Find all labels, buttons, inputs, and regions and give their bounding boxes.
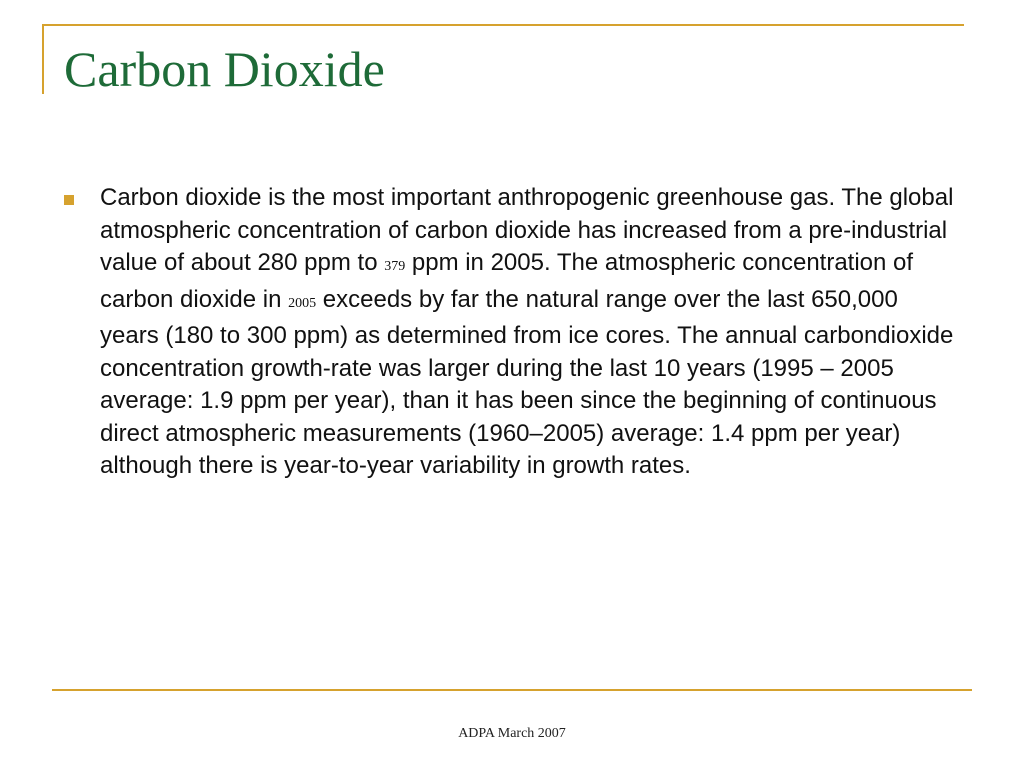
square-bullet-icon — [64, 195, 74, 205]
bullet-text — [100, 182, 960, 483]
year-inline: 2005 — [288, 295, 317, 311]
bullet-text-part-3: exceeds by far the natural range over the last 650,000 years (180 to 300 ppm) as determined from ice cores. The annual carbondioxide concentration growth-rate was larger during the last 10 years (1995 – 2005 average: 1.9 ppm per year), than it has been since the beginning of continuous direct atmospheric measurements (1960–2005) average: 1.4 ppm per year) although there is year-to-year variability in growth rates. — [100, 285, 954, 479]
footer-rule — [52, 689, 972, 691]
slide-content — [64, 182, 964, 483]
bullet-item — [64, 182, 964, 483]
bullet-text-part-2: ppm in 2005. The atmospheric concentration of carbon dioxide in — [100, 249, 914, 313]
concentration-value-inline: 379 — [384, 259, 406, 274]
footer-text: ADPA March 2007 — [458, 726, 566, 741]
bullet-text-part-1: Carbon dioxide is the most important anthropogenic greenhouse gas. The global atmospheric concentration of carbon dioxide has increased from a pre-industrial value of about 280 ppm to — [100, 184, 954, 276]
slide-title: Carbon Dioxide — [64, 41, 385, 97]
title-horizontal-rule — [42, 24, 964, 26]
title-vertical-rule — [42, 24, 44, 94]
